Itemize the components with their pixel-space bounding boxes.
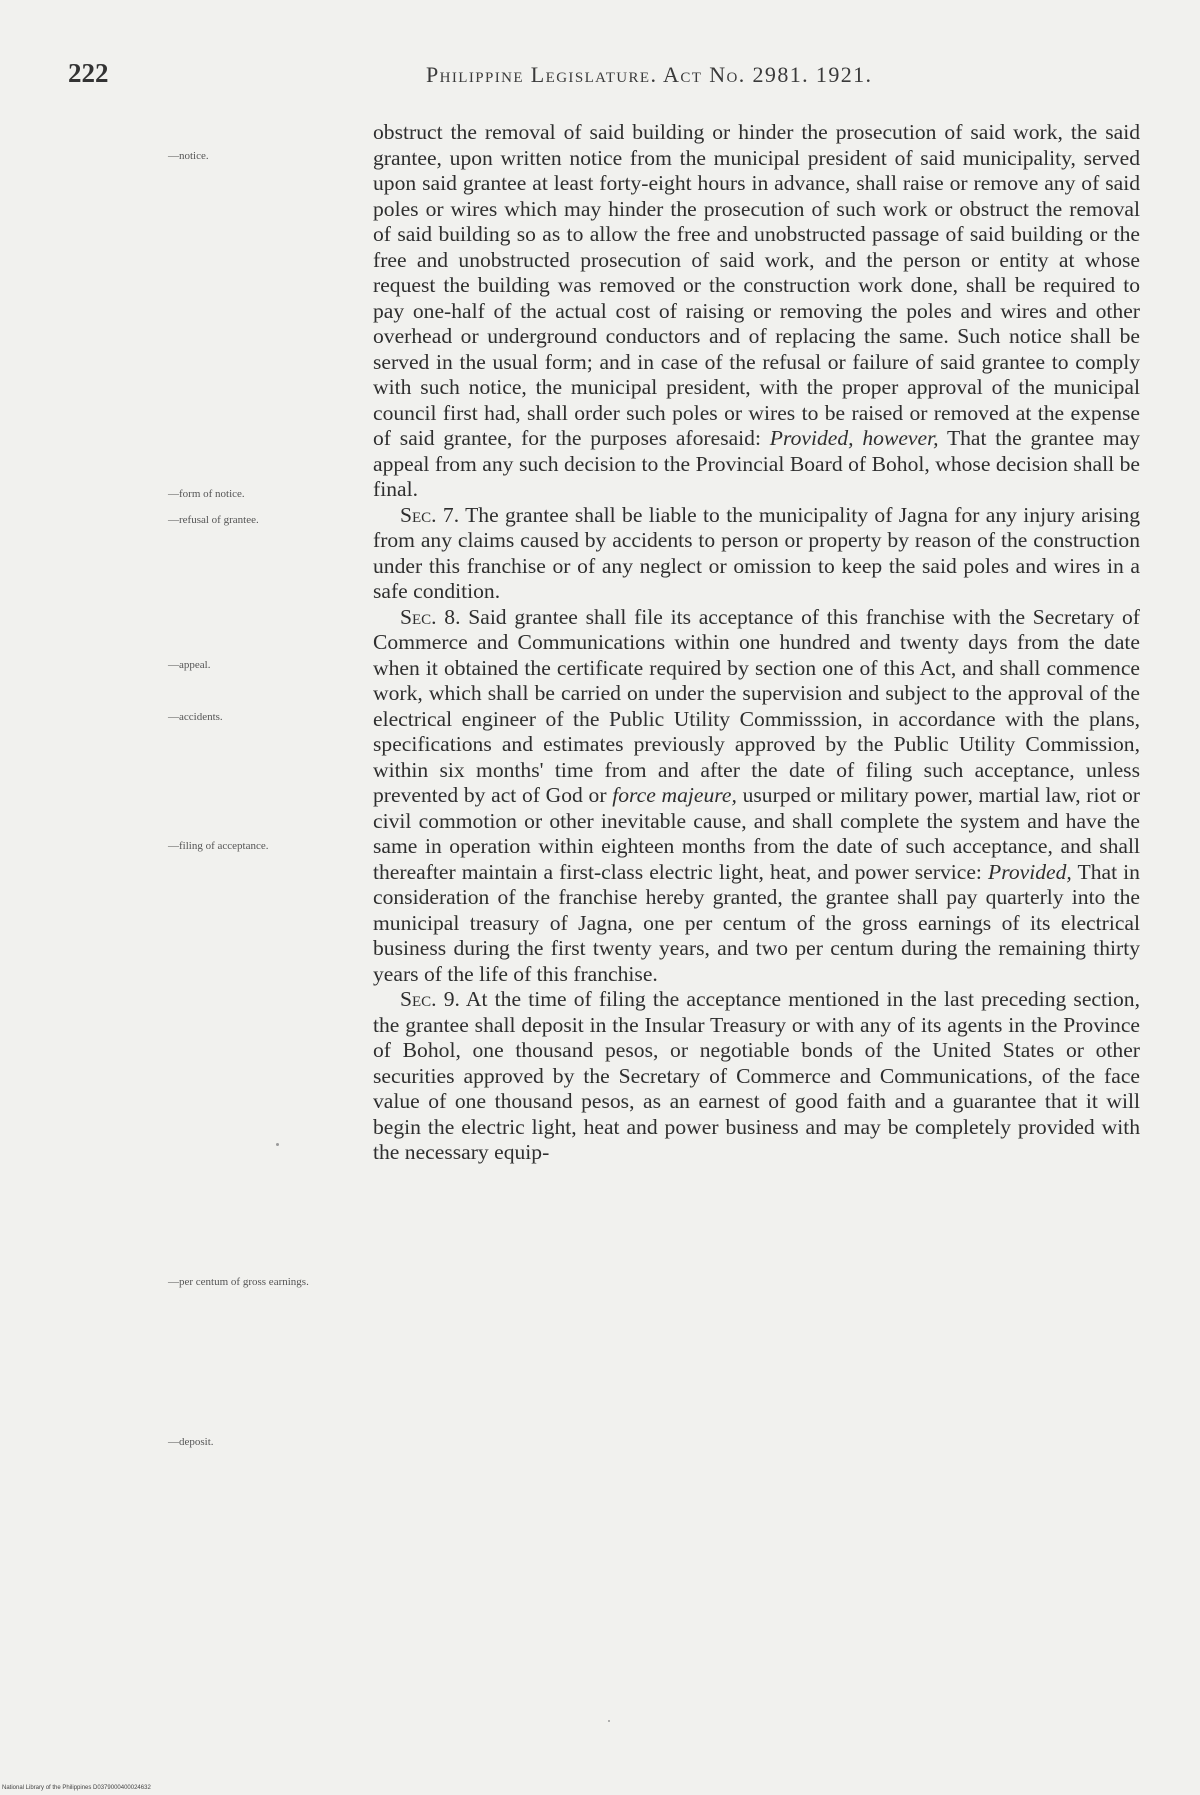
section-7 [373, 503, 1140, 605]
proviso-italic: Provided, [988, 859, 1072, 884]
section-text: usurped or military power, martial law, riot or civil commotion or other inevitable cause, and shall complete the system and have the same in operation within eighteen months from the date of such acceptance, and shall thereafter maintain a first-class electric light, heat, and power service: [373, 783, 1140, 884]
section-8 [373, 605, 1140, 988]
section-9 [373, 987, 1140, 1166]
section-label: Sec. 9. [400, 987, 460, 1011]
source-watermark: National Library of the Philippines D0379000400024632 [2, 1785, 151, 1791]
scan-speck [608, 1720, 610, 1722]
section-text: That in consideration of the franchise hereby granted, the grantee shall pay quarterly into the municipal treasury of Jagna, one per centum of the gross earnings of its electrical business during the first twenty years, and two per centum during the remaining thirty years of the life of this franchise. [373, 859, 1140, 986]
paragraph-continuation [373, 120, 1140, 503]
paragraph-text: obstruct the removal of said building or hinder the prosecution of said work, the said grantee, upon written notice from the municipal president of said municipality, served upon said grantee at least forty-eight hours in advance, shall raise or remove any of said poles or wires which may hinder the prosecution of such work or obstruct the removal of said building so as to allow the free and unobstructed passage of said building or the free and unobstructed prosecution of said work, and the person or entity at whose request the building was removed or the construction work done, shall be required to pay one-half of the actual cost of raising or removing the poles and wires and other overhead or underground conductors and of replacing the same. Such notice shall be served in the usual form; and in case of the refusal or failure of said grantee to comply with such notice, the municipal president, with the proper approval of the municipal council first had, shall order such poles or wires to be raised or removed at the expense of said grantee, for the purposes aforesaid: [373, 120, 1140, 450]
margin-note-form-of-notice: —form of notice. [168, 488, 245, 500]
margin-note-notice: —notice. [168, 150, 209, 162]
page-number: 222 [68, 58, 109, 88]
scan-speck [276, 1143, 279, 1146]
paragraph-text: That the grantee may appeal from any such decision to the Provincial Board of Bohol, whose decision shall be final. [373, 426, 1141, 501]
margin-note-appeal: —appeal. [168, 659, 211, 671]
section-label: Sec. 8. [400, 604, 461, 629]
section-text: At the time of filing the acceptance mentioned in the last preceding section, the grantee shall deposit in the Insular Treasury or with any of its agents in the Province of Bohol, one thousand pesos, or negotiable bonds of the United States or other securities approved by the Secretary of Commerce and Communications, of the face value of one thousand pesos, as an earnest of good faith and a guarantee that it will begin the electric light, heat and power business and may be completely provided with the necessary equip- [373, 987, 1140, 1164]
section-text: The grantee shall be liable to the municipality of Jagna for any injury arising from any claims caused by accidents to person or property by reason of the construction under this franchise or of any neglect or omission to keep the said poles and wires in a safe condition. [373, 502, 1141, 603]
section-label: Sec. 7. [400, 502, 460, 527]
force-majeure-italic: force majeure, [612, 783, 737, 807]
margin-note-filing-of-acceptance: —filing of acceptance. [168, 840, 269, 852]
margin-note-per-centum: —per centum of gross earnings. [168, 1276, 309, 1288]
body-text [373, 120, 1140, 1166]
proviso-italic: Provided, however, [769, 426, 939, 450]
margin-note-accidents: —accidents. [168, 711, 223, 723]
margin-note-deposit: —deposit. [168, 1436, 214, 1448]
margin-note-refusal-of-grantee: —refusal of grantee. [168, 514, 259, 526]
running-head: Philippine Legislature. Act No. 2981. 1921. [426, 62, 873, 87]
section-text: Said grantee shall file its acceptance of this franchise with the Secretary of Commerce and Communications within one hundred and twenty days from the date when it obtained the certificate required by section one of this Act, and shall commence work, which shall be carried on under the supervision and subject to the approval of the electrical engineer of the Public Utility Commisssion, in accordance with the plans, specifications and estimates previously approved by the Public Utility Commission, within six months' time from and after the date of filing such acceptance, unless prevented by act of God or [373, 604, 1140, 807]
